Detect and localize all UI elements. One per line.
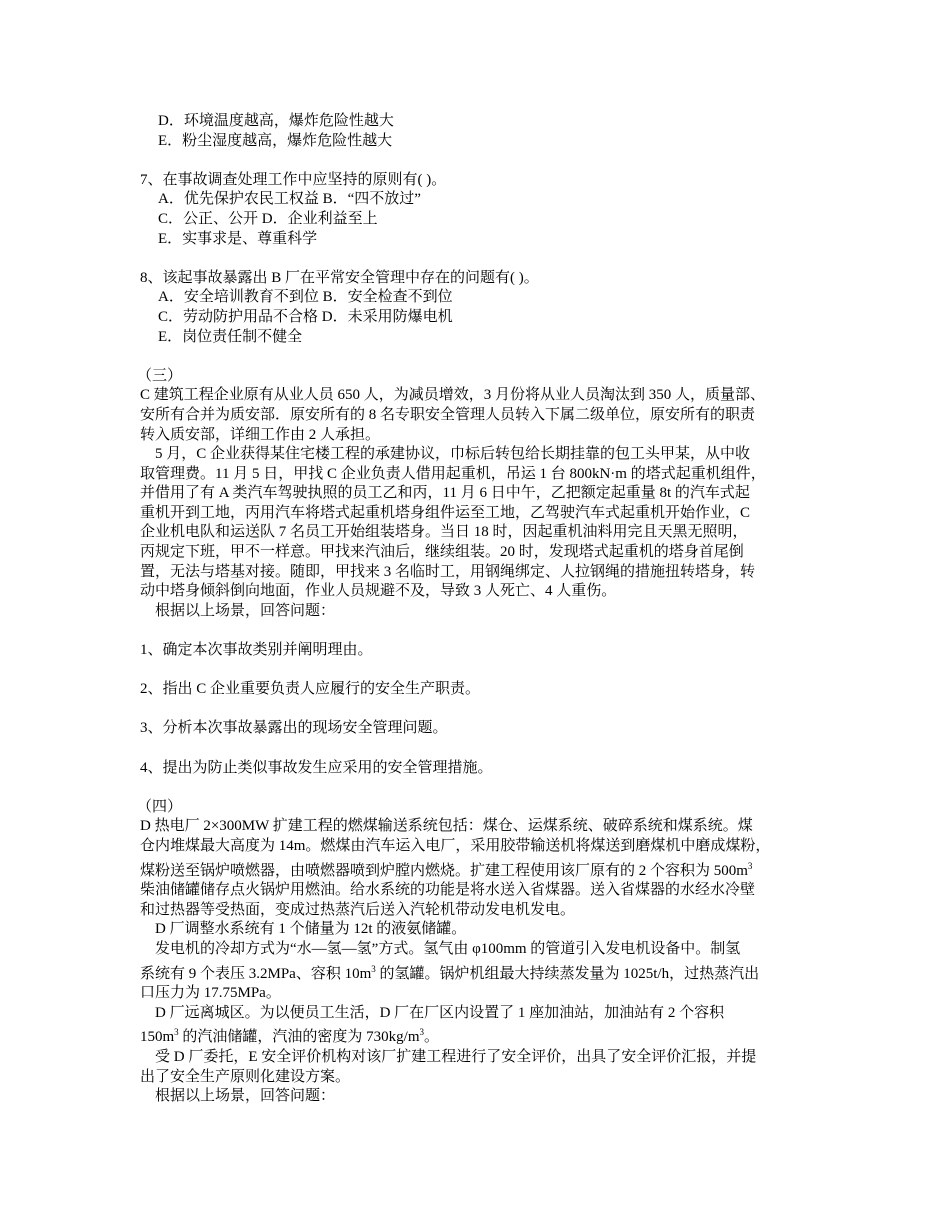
section-4-p1-line: 仓内堆煤最大高度为 14m。燃煤由汽车运入电厂，采用胶带输送机将煤送到磨煤机中磨成煤粉， bbox=[140, 837, 771, 854]
question-7-stem: 7、在事故调查处理工作中应坚持的原则有( )。 bbox=[140, 171, 447, 188]
superscript-3: 3 bbox=[174, 1027, 179, 1038]
section-3-para2-line: 置，无法与塔基对接。随即，甲找来 3 名临时工，用钢绳绑定、人拉钢绳的措施扭转塔身，转 bbox=[140, 563, 756, 580]
section-3-para2-line: 并借用了有 A 类汽车驾驶执照的员工乙和丙，11 月 6 日中午，乙把额定起重量 8t 的汽车式起 bbox=[140, 485, 750, 502]
document-page bbox=[137, 112, 820, 1107]
section-4-p5-line: 出了安全生产原则化建设方案。 bbox=[140, 1068, 351, 1085]
question-8-option: A．安全培训教育不到位 B．安全检查不到位 bbox=[158, 289, 453, 306]
section-4-p3-line: 发电机的冷却方式为“水—氢—氢”方式。氢气由 φ100mm 的管道引入发电机设备中。制氢 bbox=[155, 940, 741, 957]
section-4-prompt: 根据以上场景，回答问题： bbox=[155, 1088, 336, 1105]
section-4-p1-line: 和过热器等受热面，变成过热蒸汽后送入汽轮机带动发电机发电。 bbox=[140, 901, 576, 918]
section-4-p2: D 厂调整水系统有 1 个储量为 12t 的液氨储罐。 bbox=[155, 921, 467, 938]
section-3-question-3: 3、分析本次事故暴露出的现场安全管理问题。 bbox=[140, 720, 448, 737]
section-3-prompt: 根据以上场景，回答问题： bbox=[155, 602, 336, 619]
section-3-text-line: C 建筑工程企业原有从业人员 650 人，为减员增效，3 月份将从业人员淘汰到 350 人，质量部、 bbox=[140, 387, 766, 404]
question-8-option: C．劳动防护用品不合格 D．未采用防爆电机 bbox=[158, 308, 453, 325]
superscript-3: 3 bbox=[419, 1027, 425, 1038]
section-4-p4-line: $150m^3$ 的汽油储罐，汽油的密度为 $730kg/m^3$。 bbox=[140, 1027, 440, 1046]
section-3-question-2: 2、指出 C 企业重要负责人应履行的安全生产职责。 bbox=[140, 681, 481, 698]
option-e: E．粉尘湿度越高，爆炸危险性越大 bbox=[158, 132, 393, 149]
section-4-p3-line: 系统有 9 个表压 3.2MPa、容积 $10m^3$ 的氢罐。锅炉机组最大持续蒸发量为 1025t/h，过热蒸汽出 bbox=[140, 963, 760, 982]
section-3-para2-line: 取管理费。11 月 5 日，甲找 C 企业负责人借用起重机，吊运 1 台 800kN·m 的塔式起重机组件， bbox=[140, 465, 766, 482]
section-3-para2-line: 动中塔身倾斜倒向地面，作业人员规避不及，导致 3 人死亡、4 人重伤。 bbox=[140, 583, 617, 600]
superscript-3: 3 bbox=[747, 860, 753, 871]
section-3-para2-line: 重机开到工地，丙用汽车将塔式起重机塔身组件运至工地，乙驾驶汽车式起重机开始作业，C bbox=[140, 504, 751, 521]
question-7-option: C．公正、公开 D．企业利益至上 bbox=[158, 210, 378, 227]
section-4-p4-line: D 厂远离城区。为以便员工生活，D 厂在厂区内设置了 1 座加油站，加油站有 2 个容积 bbox=[155, 1004, 725, 1021]
section-3-text-line: 转入质安部，详细工作由 2 人承担。 bbox=[140, 426, 381, 443]
section-3-text-line: 安所有合并为质安部．原安所有的 8 名专职安全管理人员转入下属二级单位，原安所有的职责 bbox=[140, 406, 756, 423]
section-3-question-1: 1、确定本次事故类别并阐明理由。 bbox=[140, 642, 373, 659]
section-4-p1-line: 柴油储罐储存点火锅炉用燃油。给水系统的功能是将水送入省煤器。送入省煤器的水经水冷壁 bbox=[140, 882, 756, 899]
section-4-heading: （四） bbox=[137, 798, 183, 815]
section-3-para2-line: 5 月，C 企业获得某住宅楼工程的承建协议，巾标后转包给长期挂靠的包工头甲某，从中收 bbox=[155, 446, 751, 463]
question-8-option: E．岗位责任制不健全 bbox=[158, 328, 303, 345]
section-3-para2-line: 企业机电队和运送队 7 名员工开始组装塔身。当日 18 时，因起重机油料用完且天黑无照明， bbox=[140, 524, 748, 541]
section-4-p1-line: 煤粉送至锅炉喷燃器，由喷燃器喷到炉膛内燃烧。扩建工程使用该厂原有的 2 个容积为 $500m^3$ bbox=[140, 860, 753, 879]
section-3-heading: （三） bbox=[137, 367, 183, 384]
section-4-p1-line: D 热电厂 2×300MW 扩建工程的燃煤输送系统包括：煤仓、运煤系统、破碎系统和煤系统。煤 bbox=[140, 818, 753, 835]
section-3-question-4: 4、提出为防止类似事故发生应采用的安全管理措施。 bbox=[140, 759, 493, 776]
option-d: D．环境温度越高，爆炸危险性越大 bbox=[158, 113, 394, 129]
superscript-3: 3 bbox=[371, 963, 376, 974]
question-7-option: E．实事求是、尊重科学 bbox=[158, 230, 318, 247]
section-3-para2-line: 丙规定下班，甲不一样意。甲找来汽油后，继续组装。20 时，发现塔式起重机的塔身首尾倒 bbox=[140, 544, 744, 561]
question-8-stem: 8、该起事故暴露出 B 厂在平常安全管理中存在的问题有( )。 bbox=[140, 269, 539, 286]
question-7-option: A．优先保护农民工权益 B．“四不放过” bbox=[158, 191, 421, 208]
section-4-p3-line: 口压力为 17.75MPa。 bbox=[140, 985, 281, 1002]
section-4-p5-line: 受 D 厂委托，E 安全评价机构对该厂扩建工程进行了安全评价，出具了安全评价汇报，并提 bbox=[155, 1048, 757, 1065]
